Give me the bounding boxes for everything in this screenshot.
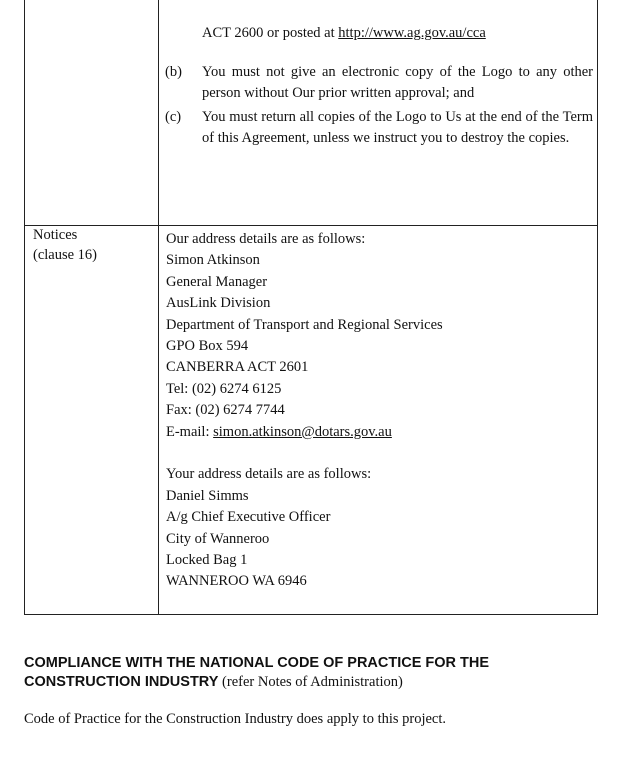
our-fax: Fax: (02) 6274 7744 bbox=[166, 402, 285, 419]
compliance-statement: Code of Practice for the Construction Industry does apply to this project. bbox=[24, 711, 447, 727]
compliance-heading: COMPLIANCE WITH THE NATIONAL CODE OF PRACTICE FOR THE CONSTRUCTION INDUSTRY (refer Notes of Administration) bbox=[24, 655, 490, 690]
notices-label: Notices bbox=[33, 227, 78, 243]
your-city: WANNEROO WA 6946 bbox=[166, 573, 307, 590]
your-address-intro: Your address details are as follows: bbox=[166, 466, 372, 483]
continuation-line: ACT 2600 or posted at http://www.ag.gov.au/cca bbox=[202, 25, 486, 41]
our-tel: Tel: (02) 6274 6125 bbox=[166, 380, 282, 397]
your-contact-title: A/g Chief Executive Officer bbox=[166, 509, 331, 526]
heading-note: (refer Notes of Administration) bbox=[218, 674, 403, 690]
notices-label-cell bbox=[33, 226, 97, 265]
your-contact-name: Daniel Simms bbox=[166, 487, 249, 504]
clause-letter: (b) bbox=[165, 64, 182, 80]
our-city: CANBERRA ACT 2601 bbox=[166, 359, 309, 376]
our-division: AusLink Division bbox=[166, 295, 271, 312]
clause-reference: (clause 16) bbox=[33, 246, 98, 263]
our-contact-name: Simon Atkinson bbox=[166, 252, 260, 269]
our-address-intro: Our address details are as follows: bbox=[166, 231, 366, 247]
clause-text: You must not give an electronic copy of the Logo to any other person without Our prior written approval; and bbox=[202, 64, 593, 101]
our-email-line: E-mail: simon.atkinson@dotars.gov.au bbox=[166, 423, 392, 440]
agreement-table bbox=[24, 0, 598, 615]
email-link[interactable]: simon.atkinson@dotars.gov.au bbox=[213, 423, 392, 440]
row-divider bbox=[25, 225, 597, 226]
our-department: Department of Transport and Regional Services bbox=[166, 316, 443, 333]
clause-b bbox=[165, 62, 593, 103]
notices-address-cell bbox=[166, 229, 443, 593]
our-contact-title: General Manager bbox=[166, 273, 268, 290]
column-divider bbox=[158, 0, 159, 614]
clause-letter: (c) bbox=[165, 109, 182, 125]
your-organisation: City of Wanneroo bbox=[166, 530, 270, 547]
your-locked-bag: Locked Bag 1 bbox=[166, 552, 248, 569]
our-po-box: GPO Box 594 bbox=[166, 338, 249, 355]
clause-c bbox=[165, 107, 593, 148]
spacer bbox=[166, 443, 443, 464]
cca-link[interactable]: http://www.ag.gov.au/cca bbox=[338, 25, 486, 41]
clause-text: You must return all copies of the Logo to Us at the end of the Term of this Agreement, unless we instruct you to destroy the copies. bbox=[202, 109, 593, 146]
